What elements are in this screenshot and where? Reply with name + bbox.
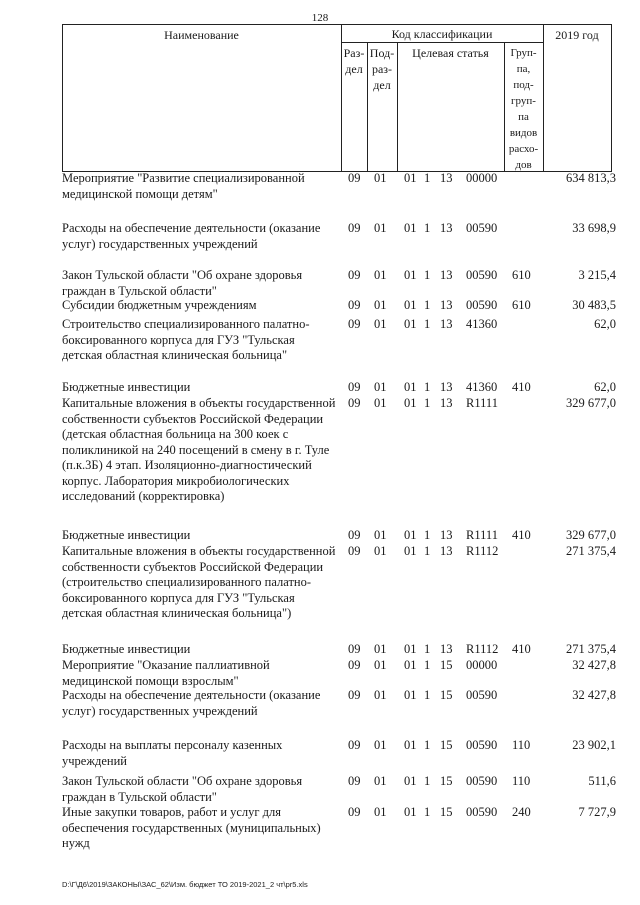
row-name: Капитальные вложения в объекты государственной собственности субъектов Российской Федерации (детская областная больница на 300 коек с поликлиникой на 240 посещений в смену в г. Туле (п.к.3Б) 4 этап. Изоляционно-диагностический корпус. Лаборатория микробиологических исследований (корректировка) — [62, 396, 336, 503]
row-dir: R1112 — [466, 642, 499, 656]
row-podrazdel: 01 — [374, 688, 387, 702]
row-sum: 62,0 — [594, 380, 616, 394]
row-main: 13 — [440, 396, 453, 410]
header-name: Наименование — [164, 28, 239, 42]
row-prog: 01 — [404, 317, 417, 331]
row-dir: 00000 — [466, 658, 498, 672]
header-group: Груп- па, под- груп- па видов расхо- дов — [508, 47, 539, 171]
row-main: 13 — [440, 268, 453, 282]
row-razdel: 09 — [348, 396, 361, 410]
row-prog: 01 — [404, 738, 417, 752]
row-dir: 00590 — [466, 298, 498, 312]
row-vid: 410 — [512, 642, 531, 656]
row-prog: 01 — [404, 805, 417, 819]
row-name: Бюджетные инвестиции — [62, 528, 191, 542]
row-sub: 1 — [424, 738, 431, 752]
row-prog: 01 — [404, 298, 417, 312]
header-podrazdel: Под- раз- дел — [369, 46, 395, 92]
row-razdel: 09 — [348, 544, 361, 558]
row-main: 13 — [440, 544, 453, 558]
row-name: Расходы на обеспечение деятельности (оказание услуг) государственных учреждений — [62, 688, 321, 718]
row-main: 15 — [440, 774, 453, 788]
row-main: 13 — [440, 171, 453, 185]
row-podrazdel: 01 — [374, 738, 387, 752]
row-main: 13 — [440, 317, 453, 331]
row-podrazdel: 01 — [374, 268, 387, 282]
row-name: Бюджетные инвестиции — [62, 642, 191, 656]
row-sum: 32 427,8 — [572, 658, 616, 672]
row-sub: 1 — [424, 544, 431, 558]
row-main: 13 — [440, 642, 453, 656]
row-main: 13 — [440, 221, 453, 235]
row-sub: 1 — [424, 317, 431, 331]
row-dir: 00590 — [466, 221, 498, 235]
header-subrule — [341, 42, 543, 43]
row-sub: 1 — [424, 221, 431, 235]
row-dir: 41360 — [466, 380, 498, 394]
row-name: Субсидии бюджетным учреждениям — [62, 298, 257, 312]
row-podrazdel: 01 — [374, 658, 387, 672]
row-prog: 01 — [404, 642, 417, 656]
row-razdel: 09 — [348, 317, 361, 331]
row-sum: 23 902,1 — [572, 738, 616, 752]
row-main: 13 — [440, 380, 453, 394]
row-sub: 1 — [424, 298, 431, 312]
row-podrazdel: 01 — [374, 298, 387, 312]
row-dir: 00000 — [466, 171, 498, 185]
row-razdel: 09 — [348, 688, 361, 702]
row-sub: 1 — [424, 642, 431, 656]
row-podrazdel: 01 — [374, 805, 387, 819]
row-dir: 00590 — [466, 268, 498, 282]
row-sum: 32 427,8 — [572, 688, 616, 702]
header-divider-podrazdel — [397, 43, 398, 171]
row-vid: 110 — [512, 738, 531, 752]
row-dir: 00590 — [466, 774, 498, 788]
row-razdel: 09 — [348, 528, 361, 542]
row-name: Иные закупки товаров, работ и услуг для обеспечения государственных (муниципальных) нужд — [62, 805, 321, 850]
row-sum: 329 677,0 — [566, 396, 616, 410]
header-classification: Код классификации — [391, 27, 493, 41]
row-prog: 01 — [404, 774, 417, 788]
row-dir: R1112 — [466, 544, 499, 558]
row-podrazdel: 01 — [374, 642, 387, 656]
row-podrazdel: 01 — [374, 171, 387, 185]
row-name: Мероприятие "Оказание паллиативной медицинской помощи взрослым" — [62, 658, 270, 688]
row-sum: 634 813,3 — [566, 171, 616, 185]
row-dir: R1111 — [466, 396, 498, 410]
row-podrazdel: 01 — [374, 528, 387, 542]
row-dir: 00590 — [466, 805, 498, 819]
row-main: 15 — [440, 738, 453, 752]
row-prog: 01 — [404, 221, 417, 235]
row-podrazdel: 01 — [374, 380, 387, 394]
header-year: 2019 год — [555, 28, 599, 42]
row-sub: 1 — [424, 380, 431, 394]
row-razdel: 09 — [348, 738, 361, 752]
row-razdel: 09 — [348, 298, 361, 312]
row-sum: 329 677,0 — [566, 528, 616, 542]
row-prog: 01 — [404, 688, 417, 702]
header-target: Целевая статья — [412, 46, 489, 60]
row-name: Мероприятие "Развитие специализированной медицинской помощи детям" — [62, 171, 305, 201]
page-number: 128 — [311, 12, 329, 24]
row-sub: 1 — [424, 658, 431, 672]
row-vid: 610 — [512, 268, 531, 282]
row-name: Расходы на выплаты персоналу казенных учреждений — [62, 738, 283, 768]
row-dir: 41360 — [466, 317, 498, 331]
table-header — [62, 24, 612, 172]
row-razdel: 09 — [348, 171, 361, 185]
row-sum: 271 375,4 — [566, 544, 616, 558]
row-main: 15 — [440, 658, 453, 672]
row-sum: 3 215,4 — [578, 268, 616, 282]
row-sub: 1 — [424, 774, 431, 788]
row-prog: 01 — [404, 171, 417, 185]
row-sub: 1 — [424, 528, 431, 542]
row-name: Бюджетные инвестиции — [62, 380, 191, 394]
row-razdel: 09 — [348, 642, 361, 656]
row-prog: 01 — [404, 396, 417, 410]
row-prog: 01 — [404, 268, 417, 282]
row-dir: 00590 — [466, 688, 498, 702]
row-main: 15 — [440, 688, 453, 702]
row-sum: 271 375,4 — [566, 642, 616, 656]
row-dir: 00590 — [466, 738, 498, 752]
row-razdel: 09 — [348, 221, 361, 235]
row-razdel: 09 — [348, 774, 361, 788]
row-sub: 1 — [424, 805, 431, 819]
row-sub: 1 — [424, 688, 431, 702]
header-razdel: Раз- дел — [343, 46, 365, 76]
row-name: Расходы на обеспечение деятельности (оказание услуг) государственных учреждений — [62, 221, 321, 251]
row-vid: 410 — [512, 380, 531, 394]
row-prog: 01 — [404, 544, 417, 558]
row-podrazdel: 01 — [374, 221, 387, 235]
row-sum: 62,0 — [594, 317, 616, 331]
row-podrazdel: 01 — [374, 396, 387, 410]
row-prog: 01 — [404, 380, 417, 394]
row-podrazdel: 01 — [374, 774, 387, 788]
row-prog: 01 — [404, 658, 417, 672]
row-vid: 110 — [512, 774, 531, 788]
header-border-right — [611, 25, 612, 171]
row-main: 13 — [440, 298, 453, 312]
row-name: Капитальные вложения в объекты государственной собственности субъектов Российской Федерации (строительство специализированного палатно-боксированного корпуса для ГУЗ "Тульская детская областная клиническая больница") — [62, 544, 336, 620]
row-main: 13 — [440, 528, 453, 542]
row-vid: 240 — [512, 805, 531, 819]
row-sum: 7 727,9 — [578, 805, 616, 819]
row-name: Закон Тульской области "Об охране здоровья граждан в Тульской области" — [62, 774, 303, 804]
row-sum: 30 483,5 — [572, 298, 616, 312]
row-sub: 1 — [424, 268, 431, 282]
footer-path: D:\Г\Д6\2019\ЗАКОНЫ\ЗАС_62\Изм. бюджет ТО 2019-2021_2 чт\pr5.xls — [62, 880, 308, 889]
row-podrazdel: 01 — [374, 544, 387, 558]
row-name: Строительство специализированного палатно-боксированного корпуса для ГУЗ "Тульская детская областная клиническая больница" — [62, 317, 310, 362]
row-sum: 33 698,9 — [572, 221, 616, 235]
row-vid: 410 — [512, 528, 531, 542]
row-sub: 1 — [424, 171, 431, 185]
row-sum: 511,6 — [588, 774, 616, 788]
row-name: Закон Тульской области "Об охране здоровья граждан в Тульской области" — [62, 268, 303, 298]
row-vid: 610 — [512, 298, 531, 312]
row-razdel: 09 — [348, 658, 361, 672]
row-main: 15 — [440, 805, 453, 819]
row-prog: 01 — [404, 528, 417, 542]
row-razdel: 09 — [348, 805, 361, 819]
header-border-left — [62, 25, 63, 171]
row-sub: 1 — [424, 396, 431, 410]
header-divider-group — [543, 25, 544, 171]
row-razdel: 09 — [348, 380, 361, 394]
row-razdel: 09 — [348, 268, 361, 282]
row-podrazdel: 01 — [374, 317, 387, 331]
row-dir: R1111 — [466, 528, 498, 542]
